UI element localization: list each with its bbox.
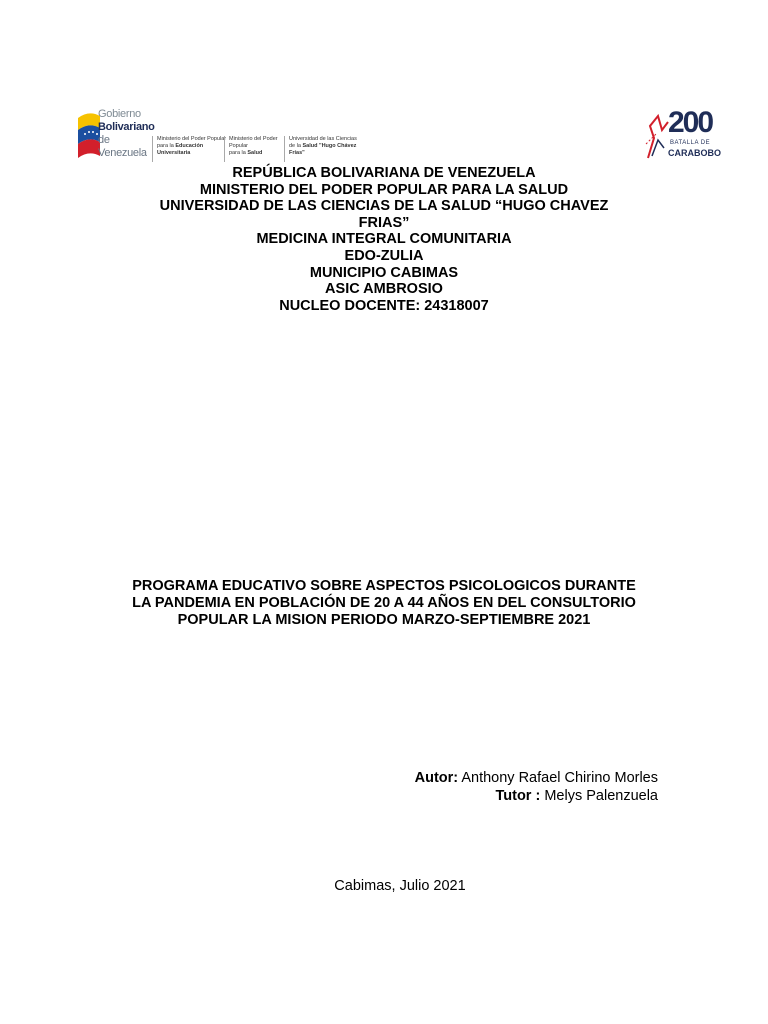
university-logo bbox=[284, 136, 363, 162]
gobierno-bolivariano-logo bbox=[76, 104, 155, 166]
place-date: Cabimas, Julio 2021 bbox=[334, 878, 466, 894]
ministry1-line2-bold: Educación Universitaria bbox=[157, 143, 204, 156]
gobierno-line1: Gobierno bbox=[98, 108, 141, 120]
ministry-education-logo bbox=[152, 136, 227, 162]
ministry-health-logo bbox=[224, 136, 285, 162]
header-nucleo: NUCLEO DOCENTE: 24318007 bbox=[279, 297, 489, 314]
bicentennial-line1: BATALLA DE bbox=[670, 140, 711, 146]
bicentennial-number: 200 bbox=[668, 106, 713, 139]
author-line bbox=[415, 769, 658, 787]
ministry2-line2-bold: Salud bbox=[247, 150, 263, 156]
ministry1-line2-prefix: para la bbox=[157, 143, 176, 149]
header-asic: ASIC AMBROSIO bbox=[325, 281, 443, 298]
author-block bbox=[415, 769, 658, 805]
logo-banner bbox=[76, 100, 724, 170]
header-university: UNIVERSIDAD DE LAS CIENCIAS DE LA SALUD “HUGO CHAVEZ FRIAS” bbox=[159, 198, 609, 231]
institution-header bbox=[140, 165, 628, 314]
gobierno-line3: de Venezuela bbox=[98, 134, 147, 159]
tutor-line bbox=[415, 787, 658, 805]
document-title: PROGRAMA EDUCATIVO SOBRE ASPECTOS PSICOLOGICOS DURANTE LA PANDEMIA EN POBLACIÓN DE 20 A 44 AÑOS EN DEL CONSULTORIO POPULAR LA MISION PERIODO MARZO-SEPTIEMBRE 2021 bbox=[132, 578, 636, 628]
ministry3-line1: Universidad de las Ciencias bbox=[289, 136, 357, 142]
tutor-label: Tutor : bbox=[495, 788, 541, 804]
tutor-name: Melys Palenzuela bbox=[544, 788, 658, 804]
header-state: EDO-ZULIA bbox=[344, 247, 424, 264]
gobierno-line2: Bolivariano bbox=[98, 121, 155, 133]
header-ministry: MINISTERIO DEL PODER POPULAR PARA LA SALUD bbox=[199, 181, 569, 198]
author-name: Anthony Rafael Chirino Morles bbox=[461, 770, 658, 786]
author-label: Autor: bbox=[414, 770, 459, 786]
ministry1-line1: Ministerio del Poder Popular bbox=[157, 136, 227, 142]
gobierno-wordmark bbox=[98, 108, 155, 160]
bicentennial-carabobo-logo bbox=[644, 102, 724, 168]
ministry3-line2-prefix: de la bbox=[289, 143, 303, 149]
ministry2-line1: Ministerio del Poder Popular bbox=[229, 136, 278, 149]
header-program: MEDICINA INTEGRAL COMUNITARIA bbox=[256, 231, 512, 248]
header-municipality: MUNICIPIO CABIMAS bbox=[309, 264, 459, 281]
header-country: REPÚBLICA BOLIVARIANA DE VENEZUELA bbox=[232, 165, 536, 181]
bicentennial-line2: CARABOBO bbox=[668, 148, 721, 158]
ministry3-line2-bold: Salud "Hugo Chávez Frías" bbox=[289, 143, 357, 156]
ministry2-line2-prefix: para la bbox=[229, 150, 248, 156]
